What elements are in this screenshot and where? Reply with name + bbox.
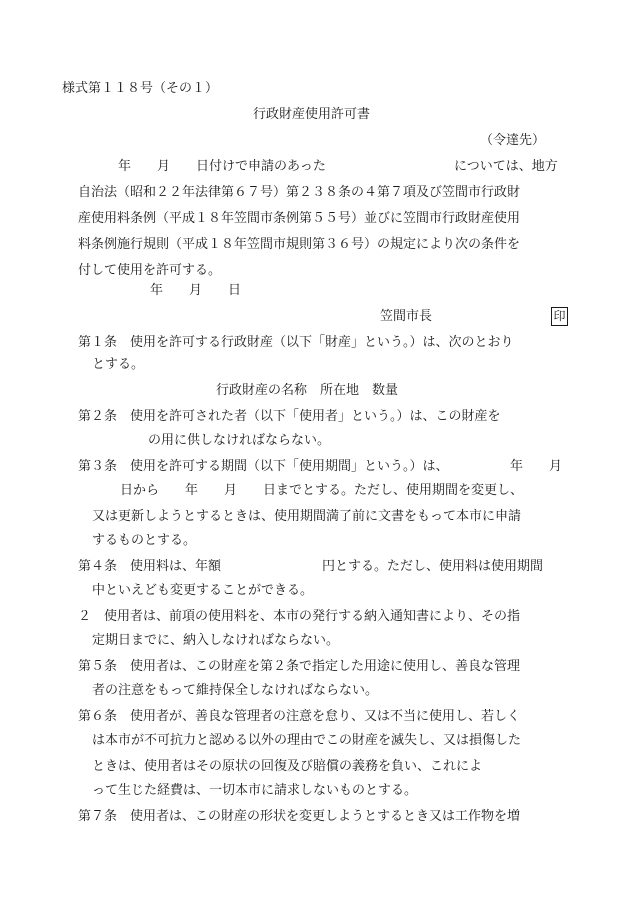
article-3-line-4: するものとする。 [92,533,197,548]
intro-date-line: 年 月 日付けで申請のあった [118,159,326,174]
seal-mark [551,304,568,330]
article-3-line-1-right: 年 月 [510,459,563,474]
property-header: 行政財産の名称 所在地 数量 [216,383,399,398]
mayor-title: 笠間市長 [380,309,433,324]
article-3-line-2: 日から 年 月 日までとする。ただし、使用期間を変更し、 [120,483,524,498]
article-4-line-1-right: 円とする。ただし、使用料は使用期間 [322,559,544,574]
article-4-para-2-line-1: ２ 使用者は、前項の使用料を、本市の発行する納入通知書により、その指 [78,609,521,624]
article-6-line-2: は本市が不可抗力と認める以外の理由でこの財産を滅失し、又は損傷した [92,733,522,748]
article-3-line-1: 第３条 使用を許可する期間（以下「使用期間」という。）は、 [78,459,449,474]
article-5-line-1: 第５条 使用者は、この財産を第２条で指定した用途に使用し、善良な管理 [78,659,521,674]
article-1-line-2: とする。 [92,357,145,372]
article-5-line-2: 者の注意をもって維持保全しなければならない。 [92,683,379,698]
form-number: 様式第１１８号（その１） [62,81,219,96]
article-4-line-1: 第４条 使用料は、年額 [78,559,222,574]
article-4-para-2-line-2: 定期日までに、納入しなければならない。 [92,633,340,648]
article-1-line-1: 第１条 使用を許可する行政財産（以下「財産」という。）は、次のとおり [78,335,514,350]
article-2-line-2: の用に供しなければならない。 [148,433,331,448]
issue-date: 年 月 日 [150,283,242,298]
article-6-line-3: ときは、使用者はその原状の回復及び賠償の義務を負い、これによ [92,759,483,774]
article-3-line-3: 又は更新しようとするときは、使用期間満了前に文書をもって本市に申請 [92,509,522,524]
intro-line-3: 産使用料条例（平成１８年笠間市条例第５５号）並びに笠間市行政財産使用 [78,211,521,226]
article-7-line-1: 第７条 使用者は、この財産の形状を変更しようとするとき又は工作物を増 [78,809,521,824]
article-6-line-4: って生じた経費は、一切本市に請求しないものとする。 [92,783,418,798]
article-4-line-2: 中といえども変更することができる。 [92,583,314,598]
document-title: 行政財産使用許可書 [253,107,371,122]
article-6-line-1: 第６条 使用者が、善良な管理者の注意を怠り、又は不当に使用し、若しく [78,709,521,724]
article-2-line-1: 第２条 使用を許可された者（以下「使用者」という。）は、この財産を [78,409,501,424]
intro-date-line-right: については、地方 [454,159,558,174]
issuer-note: （令達先） [480,133,546,148]
seal-box: 印 [551,307,568,326]
intro-line-2: 自治法（昭和２２年法律第６７号）第２３８条の４第７項及び笠間市行政財 [78,185,521,200]
intro-line-5: 付して使用を許可する。 [78,263,222,278]
intro-line-4: 料条例施行規則（平成１８年笠間市規則第３６号）の規定により次の条件を [78,237,521,252]
